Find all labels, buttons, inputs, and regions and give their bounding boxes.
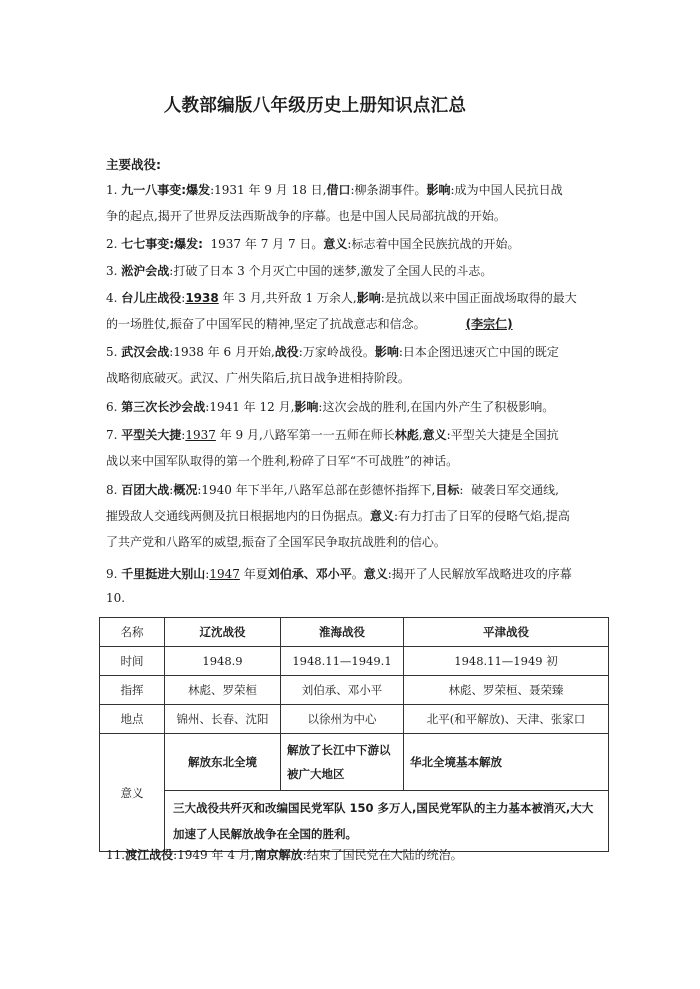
label: 借口 <box>326 183 351 197</box>
entry-11-line-1 <box>106 842 606 868</box>
entry-4 <box>106 285 606 337</box>
text: :有力打击了日军的侵略气焰,提高 <box>394 509 570 523</box>
label: 刘伯承、邓小平 <box>267 567 352 581</box>
entry-2-line-1 <box>106 231 606 257</box>
table-header-cell: 平津战役 <box>404 618 609 647</box>
entry-title: 第三次长沙会战 <box>121 400 206 414</box>
entry-number: 8. <box>106 483 122 497</box>
text: :万家岭战役。 <box>298 345 375 359</box>
text: :是抗战以来中国正面战场取得的最大 <box>380 291 577 305</box>
text: : <box>169 483 174 497</box>
text: 的一场胜仗,振奋了中国军民的精神,坚定了抗战意志和信念。 <box>106 317 426 331</box>
three-campaigns-table <box>99 617 609 852</box>
entry-9-line-1 <box>106 561 606 587</box>
year: 1938 <box>185 291 219 305</box>
label: 意义 <box>323 237 348 251</box>
entry-4-line-1 <box>106 285 606 311</box>
section-heading: 主要战役: <box>106 157 161 172</box>
meaning-cell: 解放东北全境 <box>165 734 281 791</box>
table-header-row <box>100 618 609 647</box>
entry-title: 台儿庄战役 <box>121 291 182 305</box>
entry-1-line-2: 争的起点,揭开了世界反法西斯战争的序幕。也是中国人民局部抗战的开始。 <box>106 209 506 223</box>
label: 影响 <box>426 183 451 197</box>
entry-number: 9. <box>106 567 122 581</box>
text: : 破袭日军交通线, <box>459 483 559 497</box>
entry-5-line-2: 战略彻底破灭。武汉、广州失陷后,抗日战争进相持阶段。 <box>106 371 410 385</box>
entry-title: 武汉会战 <box>121 345 170 359</box>
text: 1937 年 7 月 7 日。 <box>202 237 324 251</box>
entry-title: 平型关大捷 <box>121 428 182 442</box>
summary-cell: 三大战役共歼灭和改编国民党军队 150 多万人,国民党军队的主力基本被消灭,大大加速了人民解放战争在全国的胜利。 <box>165 791 609 852</box>
text: : <box>205 567 210 581</box>
table-cell: 林彪、罗荣桓、聂荣臻 <box>404 676 609 705</box>
table-cell: 刘伯承、邓小平 <box>281 676 404 705</box>
entry-number: 4. <box>106 291 122 305</box>
entry-8 <box>106 477 606 555</box>
text: 年 9 月,八路军第一一五师在师长 <box>215 428 395 442</box>
label: 影响 <box>294 400 319 414</box>
entry-8-line-3: 了共产党和八路军的威望,振奋了全国军民争取抗战胜利的信心。 <box>106 535 446 549</box>
text: :揭开了人民解放军战略进攻的序幕 <box>387 567 572 581</box>
label: 林彪 <box>394 428 419 442</box>
table-row <box>100 705 609 734</box>
entry-title: 九一八事变: <box>121 183 187 197</box>
entry-5 <box>106 339 606 391</box>
entry-4-line-2 <box>106 311 606 337</box>
label: 爆发: <box>174 237 203 251</box>
table-cell: 北平(和平解放)、天津、张家口 <box>404 705 609 734</box>
commander-note: (李宗仁) <box>465 317 513 331</box>
text: :日本企图迅速灭亡中国的既定 <box>398 345 559 359</box>
document-title: 人教部编版八年级历史上册知识点汇总 <box>163 96 467 116</box>
text: :1941 年 12 月, <box>205 400 295 414</box>
table-cell: 以徐州为中心 <box>281 705 404 734</box>
text: 。 <box>351 567 364 581</box>
table-row-meaning <box>100 734 609 791</box>
year: 1937 <box>185 428 216 442</box>
text: , <box>418 428 423 442</box>
text: :柳条湖事件。 <box>350 183 427 197</box>
label: 爆发 <box>186 183 211 197</box>
label: 意义 <box>422 428 447 442</box>
entry-8-line-1 <box>106 477 606 503</box>
table-cell: 时间 <box>100 647 165 676</box>
meaning-cell: 解放了长江中下游以被广大地区 <box>281 734 404 791</box>
label: 影响 <box>374 345 399 359</box>
entry-8-line-2 <box>106 503 606 529</box>
text: : <box>181 428 186 442</box>
entry-number: 7. <box>106 428 122 442</box>
text: :1931 年 9 月 18 日, <box>210 183 327 197</box>
text: :这次会战的胜利,在国内外产生了积极影响。 <box>318 400 555 414</box>
entry-7-line-1 <box>106 422 606 448</box>
label: 意义 <box>370 509 395 523</box>
entry-7 <box>106 422 606 474</box>
label: 目标 <box>435 483 460 497</box>
text: : <box>181 291 186 305</box>
text: :打破了日本 3 个月灭亡中国的迷梦,激发了全国人民的斗志。 <box>169 264 493 278</box>
label: 概况 <box>173 483 198 497</box>
label: 意义 <box>363 567 388 581</box>
entry-title: 千里挺进大别山 <box>121 567 206 581</box>
label: 影响 <box>356 291 381 305</box>
meaning-label-cell: 意义 <box>100 734 165 852</box>
text: :成为中国人民抗日战 <box>450 183 563 197</box>
text: :1940 年下半年,八路军总部在彭德怀指挥下, <box>197 483 436 497</box>
year: 1947 <box>209 567 240 581</box>
entry-title: 淞沪会战 <box>121 264 170 278</box>
entry-number: 11. <box>106 848 126 862</box>
entry-1-line-1 <box>106 177 606 203</box>
entry-10-number: 10. <box>106 591 126 605</box>
text: 摧毁敌人交通线两侧及抗日根据地内的日伪据点。 <box>106 509 371 523</box>
table-cell: 1948.9 <box>165 647 281 676</box>
entry-2 <box>106 231 606 257</box>
table-cell: 1948.11—1949.1 <box>281 647 404 676</box>
entry-number: 6. <box>106 400 122 414</box>
table-cell: 锦州、长春、沈阳 <box>165 705 281 734</box>
entry-7-line-2: 战以来中国军队取得的第一个胜利,粉碎了日军“不可战胜”的神话。 <box>106 454 459 468</box>
entry-number: 5. <box>106 345 122 359</box>
text: :结束了国民党在大陆的统治。 <box>302 848 463 862</box>
table-cell: 指挥 <box>100 676 165 705</box>
table-cell: 林彪、罗荣桓 <box>165 676 281 705</box>
entry-number: 2. <box>106 237 122 251</box>
text: :平型关大捷是全国抗 <box>446 428 559 442</box>
meaning-cell: 华北全境基本解放 <box>404 734 609 791</box>
label: 南京解放 <box>254 848 303 862</box>
table-cell: 地点 <box>100 705 165 734</box>
text: 年夏 <box>239 567 268 581</box>
entry-title: 百团大战 <box>121 483 170 497</box>
entry-3 <box>106 258 606 284</box>
entry-6-line-1 <box>106 394 606 420</box>
table-row <box>100 676 609 705</box>
table-header-cell: 淮海战役 <box>281 618 404 647</box>
entry-11 <box>106 842 606 868</box>
entry-3-line-1 <box>106 258 606 284</box>
text: :标志着中国全民族抗战的开始。 <box>347 237 520 251</box>
label: 战役 <box>274 345 299 359</box>
entry-number: 1. <box>106 183 122 197</box>
table-row <box>100 647 609 676</box>
entry-6 <box>106 394 606 420</box>
table-header-cell: 名称 <box>100 618 165 647</box>
text: :1949 年 4 月, <box>173 848 255 862</box>
text: 年 3 月,共歼敌 1 万余人, <box>218 291 357 305</box>
entry-5-line-1 <box>106 339 606 365</box>
text: :1938 年 6 月开始, <box>169 345 275 359</box>
table-header-cell: 辽沈战役 <box>165 618 281 647</box>
entry-1 <box>106 177 606 229</box>
entry-number: 3. <box>106 264 122 278</box>
entry-title: 七七事变: <box>121 237 175 251</box>
table-cell: 1948.11—1949 初 <box>404 647 609 676</box>
entry-9 <box>106 561 606 609</box>
entry-title: 渡江战役 <box>125 848 174 862</box>
